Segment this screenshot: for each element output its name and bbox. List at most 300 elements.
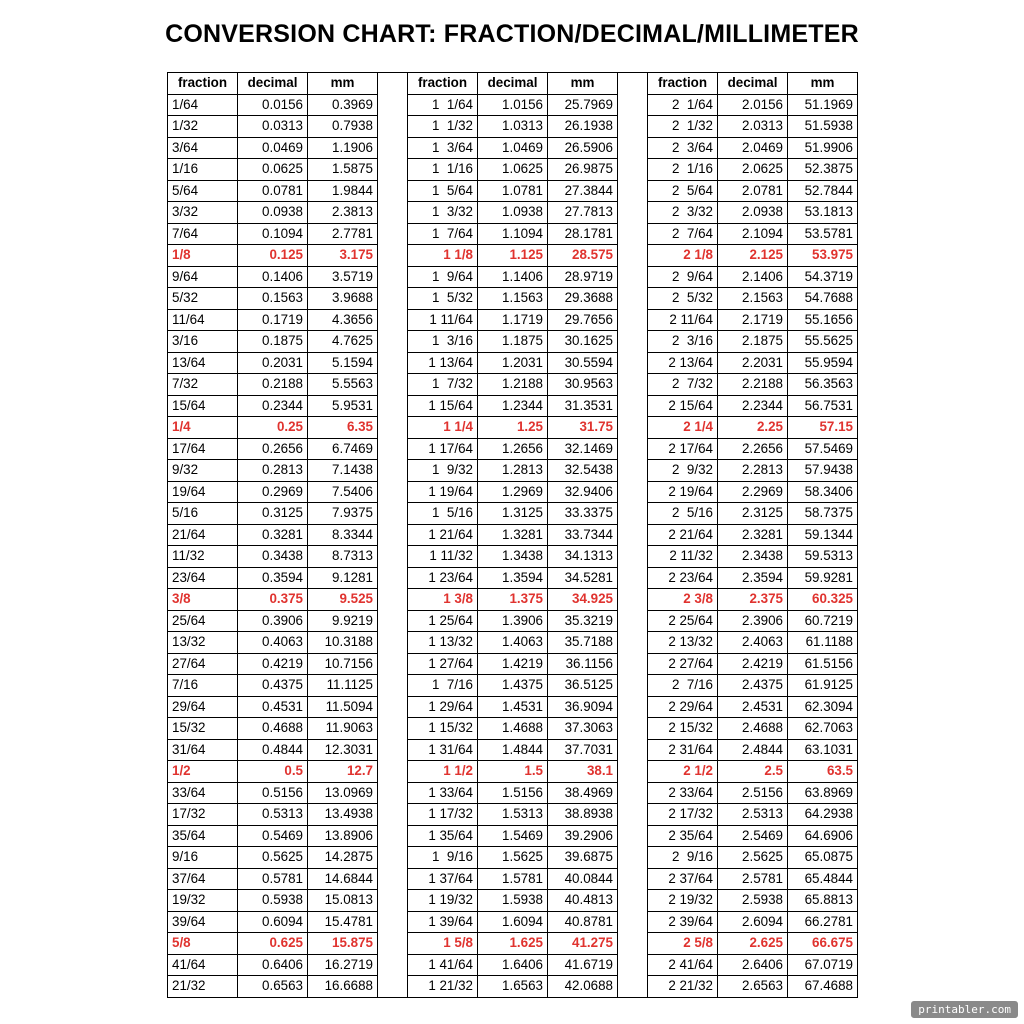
mm-cell: 51.5938 bbox=[788, 116, 858, 138]
table-row bbox=[168, 890, 858, 912]
column-gap bbox=[618, 718, 648, 740]
fraction-cell: 1 1/32 bbox=[408, 116, 478, 138]
fraction-cell: 1 33/64 bbox=[408, 782, 478, 804]
conversion-table bbox=[167, 72, 858, 998]
table-row bbox=[168, 653, 858, 675]
column-gap bbox=[378, 653, 408, 675]
fraction-cell: 2 15/64 bbox=[648, 395, 718, 417]
decimal-cell: 2.5313 bbox=[718, 804, 788, 826]
decimal-cell: 0.4375 bbox=[238, 675, 308, 697]
mm-cell: 35.7188 bbox=[548, 632, 618, 654]
fraction-cell: 41/64 bbox=[168, 954, 238, 976]
table-row bbox=[168, 976, 858, 998]
decimal-cell: 2.0469 bbox=[718, 137, 788, 159]
column-gap bbox=[618, 911, 648, 933]
decimal-cell: 2.5781 bbox=[718, 868, 788, 890]
fraction-cell: 2 41/64 bbox=[648, 954, 718, 976]
column-gap bbox=[618, 73, 648, 95]
mm-cell: 10.3188 bbox=[308, 632, 378, 654]
column-gap bbox=[618, 288, 648, 310]
table-row bbox=[168, 589, 858, 611]
fraction-cell: 2 3/32 bbox=[648, 202, 718, 224]
decimal-cell: 2.0156 bbox=[718, 94, 788, 116]
fraction-cell: 2 5/16 bbox=[648, 503, 718, 525]
column-gap bbox=[378, 976, 408, 998]
column-gap bbox=[378, 524, 408, 546]
column-gap bbox=[618, 180, 648, 202]
decimal-cell: 0.1719 bbox=[238, 309, 308, 331]
fraction-cell: 1 19/32 bbox=[408, 890, 478, 912]
decimal-cell: 2.5156 bbox=[718, 782, 788, 804]
mm-cell: 53.1813 bbox=[788, 202, 858, 224]
decimal-cell: 1.4688 bbox=[478, 718, 548, 740]
mm-cell: 56.3563 bbox=[788, 374, 858, 396]
mm-cell: 67.0719 bbox=[788, 954, 858, 976]
mm-cell: 40.0844 bbox=[548, 868, 618, 890]
mm-cell: 2.3813 bbox=[308, 202, 378, 224]
fraction-cell: 19/64 bbox=[168, 481, 238, 503]
mm-cell: 64.6906 bbox=[788, 825, 858, 847]
fraction-cell: 2 3/64 bbox=[648, 137, 718, 159]
fraction-cell: 2 11/32 bbox=[648, 546, 718, 568]
decimal-cell: 1.5625 bbox=[478, 847, 548, 869]
decimal-cell: 2.0781 bbox=[718, 180, 788, 202]
mm-cell: 55.1656 bbox=[788, 309, 858, 331]
fraction-cell: 1 11/32 bbox=[408, 546, 478, 568]
mm-cell: 42.0688 bbox=[548, 976, 618, 998]
mm-cell: 57.5469 bbox=[788, 438, 858, 460]
fraction-cell: 2 21/64 bbox=[648, 524, 718, 546]
fraction-cell: 1 21/32 bbox=[408, 976, 478, 998]
mm-cell: 29.7656 bbox=[548, 309, 618, 331]
column-gap bbox=[378, 696, 408, 718]
fraction-cell: 1 3/8 bbox=[408, 589, 478, 611]
mm-cell: 64.2938 bbox=[788, 804, 858, 826]
table-row bbox=[168, 352, 858, 374]
decimal-cell: 1.5 bbox=[478, 761, 548, 783]
mm-cell: 59.9281 bbox=[788, 567, 858, 589]
mm-cell: 27.3844 bbox=[548, 180, 618, 202]
mm-cell: 28.575 bbox=[548, 245, 618, 267]
table-row bbox=[168, 288, 858, 310]
fraction-cell: 7/64 bbox=[168, 223, 238, 245]
column-gap bbox=[618, 352, 648, 374]
decimal-cell: 0.4844 bbox=[238, 739, 308, 761]
column-gap bbox=[378, 804, 408, 826]
decimal-cell: 1.1406 bbox=[478, 266, 548, 288]
decimal-cell: 1.625 bbox=[478, 933, 548, 955]
fraction-cell: 2 7/64 bbox=[648, 223, 718, 245]
decimal-cell: 2.5625 bbox=[718, 847, 788, 869]
table-row bbox=[168, 94, 858, 116]
fraction-cell: 2 17/64 bbox=[648, 438, 718, 460]
decimal-cell: 2.4375 bbox=[718, 675, 788, 697]
decimal-cell: 1.0156 bbox=[478, 94, 548, 116]
mm-cell: 62.3094 bbox=[788, 696, 858, 718]
mm-cell: 34.5281 bbox=[548, 567, 618, 589]
fraction-cell: 2 13/64 bbox=[648, 352, 718, 374]
decimal-cell: 2.2188 bbox=[718, 374, 788, 396]
table-row bbox=[168, 503, 858, 525]
decimal-cell: 0.3281 bbox=[238, 524, 308, 546]
fraction-cell: 1 29/64 bbox=[408, 696, 478, 718]
mm-cell: 59.5313 bbox=[788, 546, 858, 568]
decimal-cell: 2.0938 bbox=[718, 202, 788, 224]
fraction-cell: 2 15/32 bbox=[648, 718, 718, 740]
mm-cell: 7.5406 bbox=[308, 481, 378, 503]
mm-cell: 34.925 bbox=[548, 589, 618, 611]
decimal-cell: 0.375 bbox=[238, 589, 308, 611]
decimal-cell: 0.4688 bbox=[238, 718, 308, 740]
decimal-cell: 0.2344 bbox=[238, 395, 308, 417]
fraction-cell: 2 33/64 bbox=[648, 782, 718, 804]
column-gap bbox=[618, 589, 648, 611]
column-gap bbox=[618, 653, 648, 675]
decimal-cell: 1.2656 bbox=[478, 438, 548, 460]
table-row bbox=[168, 868, 858, 890]
decimal-cell: 1.5781 bbox=[478, 868, 548, 890]
fraction-cell: 9/16 bbox=[168, 847, 238, 869]
decimal-cell: 2.0625 bbox=[718, 159, 788, 181]
decimal-cell: 2.6094 bbox=[718, 911, 788, 933]
mm-cell: 27.7813 bbox=[548, 202, 618, 224]
mm-cell: 4.7625 bbox=[308, 331, 378, 353]
table-row bbox=[168, 481, 858, 503]
column-gap bbox=[618, 675, 648, 697]
column-gap bbox=[618, 825, 648, 847]
fraction-cell: 2 17/32 bbox=[648, 804, 718, 826]
column-gap bbox=[378, 73, 408, 95]
mm-cell: 1.1906 bbox=[308, 137, 378, 159]
mm-cell: 13.8906 bbox=[308, 825, 378, 847]
decimal-cell: 0.4063 bbox=[238, 632, 308, 654]
column-gap bbox=[378, 567, 408, 589]
mm-cell: 28.9719 bbox=[548, 266, 618, 288]
column-gap bbox=[378, 331, 408, 353]
table-row bbox=[168, 417, 858, 439]
column-gap bbox=[618, 503, 648, 525]
mm-cell: 51.1969 bbox=[788, 94, 858, 116]
decimal-cell: 1.6406 bbox=[478, 954, 548, 976]
decimal-cell: 0.125 bbox=[238, 245, 308, 267]
mm-cell: 41.6719 bbox=[548, 954, 618, 976]
fraction-cell: 3/16 bbox=[168, 331, 238, 353]
decimal-cell: 0.5625 bbox=[238, 847, 308, 869]
mm-cell: 67.4688 bbox=[788, 976, 858, 998]
fraction-cell: 1/4 bbox=[168, 417, 238, 439]
fraction-cell: 1/8 bbox=[168, 245, 238, 267]
fraction-cell: 1 17/64 bbox=[408, 438, 478, 460]
mm-cell: 25.7969 bbox=[548, 94, 618, 116]
fraction-cell: 1/16 bbox=[168, 159, 238, 181]
column-header-decimal: decimal bbox=[238, 73, 308, 95]
column-gap bbox=[378, 954, 408, 976]
mm-cell: 34.1313 bbox=[548, 546, 618, 568]
fraction-cell: 2 21/32 bbox=[648, 976, 718, 998]
table-row bbox=[168, 761, 858, 783]
decimal-cell: 2.5 bbox=[718, 761, 788, 783]
table-row bbox=[168, 460, 858, 482]
mm-cell: 55.5625 bbox=[788, 331, 858, 353]
fraction-cell: 1 7/16 bbox=[408, 675, 478, 697]
fraction-cell: 1 15/32 bbox=[408, 718, 478, 740]
fraction-cell: 39/64 bbox=[168, 911, 238, 933]
decimal-cell: 2.1875 bbox=[718, 331, 788, 353]
mm-cell: 38.4969 bbox=[548, 782, 618, 804]
decimal-cell: 0.1563 bbox=[238, 288, 308, 310]
decimal-cell: 2.1406 bbox=[718, 266, 788, 288]
fraction-cell: 11/32 bbox=[168, 546, 238, 568]
decimal-cell: 1.0625 bbox=[478, 159, 548, 181]
decimal-cell: 0.3125 bbox=[238, 503, 308, 525]
mm-cell: 16.6688 bbox=[308, 976, 378, 998]
column-gap bbox=[378, 395, 408, 417]
decimal-cell: 0.0313 bbox=[238, 116, 308, 138]
column-gap bbox=[618, 223, 648, 245]
column-gap bbox=[378, 761, 408, 783]
fraction-cell: 2 11/64 bbox=[648, 309, 718, 331]
decimal-cell: 0.6563 bbox=[238, 976, 308, 998]
mm-cell: 9.1281 bbox=[308, 567, 378, 589]
fraction-cell: 1 1/64 bbox=[408, 94, 478, 116]
column-gap bbox=[378, 460, 408, 482]
fraction-cell: 2 27/64 bbox=[648, 653, 718, 675]
table-row bbox=[168, 180, 858, 202]
mm-cell: 9.525 bbox=[308, 589, 378, 611]
decimal-cell: 2.2656 bbox=[718, 438, 788, 460]
mm-cell: 61.5156 bbox=[788, 653, 858, 675]
mm-cell: 32.1469 bbox=[548, 438, 618, 460]
fraction-cell: 2 1/16 bbox=[648, 159, 718, 181]
fraction-cell: 37/64 bbox=[168, 868, 238, 890]
table-row bbox=[168, 782, 858, 804]
fraction-cell: 1 5/32 bbox=[408, 288, 478, 310]
fraction-cell: 2 29/64 bbox=[648, 696, 718, 718]
mm-cell: 9.9219 bbox=[308, 610, 378, 632]
fraction-cell: 9/64 bbox=[168, 266, 238, 288]
mm-cell: 12.7 bbox=[308, 761, 378, 783]
fraction-cell: 2 37/64 bbox=[648, 868, 718, 890]
decimal-cell: 2.25 bbox=[718, 417, 788, 439]
decimal-cell: 2.5469 bbox=[718, 825, 788, 847]
column-gap bbox=[378, 137, 408, 159]
mm-cell: 36.5125 bbox=[548, 675, 618, 697]
fraction-cell: 1 9/64 bbox=[408, 266, 478, 288]
fraction-cell: 23/64 bbox=[168, 567, 238, 589]
mm-cell: 15.4781 bbox=[308, 911, 378, 933]
column-gap bbox=[378, 352, 408, 374]
table-row bbox=[168, 546, 858, 568]
decimal-cell: 0.5781 bbox=[238, 868, 308, 890]
mm-cell: 15.0813 bbox=[308, 890, 378, 912]
fraction-cell: 2 5/8 bbox=[648, 933, 718, 955]
mm-cell: 15.875 bbox=[308, 933, 378, 955]
mm-cell: 61.9125 bbox=[788, 675, 858, 697]
mm-cell: 51.9906 bbox=[788, 137, 858, 159]
table-row bbox=[168, 309, 858, 331]
mm-cell: 60.325 bbox=[788, 589, 858, 611]
decimal-cell: 2.125 bbox=[718, 245, 788, 267]
mm-cell: 2.7781 bbox=[308, 223, 378, 245]
column-gap bbox=[378, 245, 408, 267]
mm-cell: 54.3719 bbox=[788, 266, 858, 288]
decimal-cell: 0.3438 bbox=[238, 546, 308, 568]
fraction-cell: 1 23/64 bbox=[408, 567, 478, 589]
fraction-cell: 19/32 bbox=[168, 890, 238, 912]
decimal-cell: 1.0781 bbox=[478, 180, 548, 202]
table-row bbox=[168, 395, 858, 417]
mm-cell: 36.1156 bbox=[548, 653, 618, 675]
decimal-cell: 1.5469 bbox=[478, 825, 548, 847]
decimal-cell: 1.3594 bbox=[478, 567, 548, 589]
fraction-cell: 1 9/16 bbox=[408, 847, 478, 869]
decimal-cell: 1.3906 bbox=[478, 610, 548, 632]
column-gap bbox=[618, 245, 648, 267]
table-row bbox=[168, 266, 858, 288]
decimal-cell: 1.0469 bbox=[478, 137, 548, 159]
mm-cell: 31.3531 bbox=[548, 395, 618, 417]
fraction-cell: 2 3/8 bbox=[648, 589, 718, 611]
mm-cell: 8.3344 bbox=[308, 524, 378, 546]
table-row bbox=[168, 438, 858, 460]
fraction-cell: 31/64 bbox=[168, 739, 238, 761]
decimal-cell: 1.4219 bbox=[478, 653, 548, 675]
table-row bbox=[168, 696, 858, 718]
fraction-cell: 2 23/64 bbox=[648, 567, 718, 589]
column-gap bbox=[618, 460, 648, 482]
mm-cell: 0.7938 bbox=[308, 116, 378, 138]
mm-cell: 62.7063 bbox=[788, 718, 858, 740]
table-header-row bbox=[168, 73, 858, 95]
fraction-cell: 2 9/64 bbox=[648, 266, 718, 288]
fraction-cell: 11/64 bbox=[168, 309, 238, 331]
table-row bbox=[168, 524, 858, 546]
column-gap bbox=[378, 933, 408, 955]
decimal-cell: 2.2344 bbox=[718, 395, 788, 417]
decimal-cell: 2.2969 bbox=[718, 481, 788, 503]
fraction-cell: 27/64 bbox=[168, 653, 238, 675]
fraction-cell: 2 1/8 bbox=[648, 245, 718, 267]
fraction-cell: 9/32 bbox=[168, 460, 238, 482]
column-gap bbox=[618, 954, 648, 976]
mm-cell: 3.9688 bbox=[308, 288, 378, 310]
mm-cell: 65.4844 bbox=[788, 868, 858, 890]
fraction-cell: 15/32 bbox=[168, 718, 238, 740]
column-gap bbox=[618, 159, 648, 181]
mm-cell: 41.275 bbox=[548, 933, 618, 955]
table-row bbox=[168, 331, 858, 353]
fraction-cell: 1 41/64 bbox=[408, 954, 478, 976]
fraction-cell: 17/64 bbox=[168, 438, 238, 460]
decimal-cell: 2.4688 bbox=[718, 718, 788, 740]
mm-cell: 30.1625 bbox=[548, 331, 618, 353]
mm-cell: 63.1031 bbox=[788, 739, 858, 761]
fraction-cell: 15/64 bbox=[168, 395, 238, 417]
decimal-cell: 0.5938 bbox=[238, 890, 308, 912]
decimal-cell: 1.5313 bbox=[478, 804, 548, 826]
mm-cell: 65.0875 bbox=[788, 847, 858, 869]
decimal-cell: 0.6406 bbox=[238, 954, 308, 976]
column-gap bbox=[378, 159, 408, 181]
mm-cell: 7.1438 bbox=[308, 460, 378, 482]
decimal-cell: 0.5469 bbox=[238, 825, 308, 847]
column-gap bbox=[618, 395, 648, 417]
decimal-cell: 1.4063 bbox=[478, 632, 548, 654]
mm-cell: 11.9063 bbox=[308, 718, 378, 740]
table-row bbox=[168, 675, 858, 697]
decimal-cell: 1.25 bbox=[478, 417, 548, 439]
column-gap bbox=[378, 223, 408, 245]
mm-cell: 52.3875 bbox=[788, 159, 858, 181]
mm-cell: 53.5781 bbox=[788, 223, 858, 245]
column-gap bbox=[618, 761, 648, 783]
decimal-cell: 1.2969 bbox=[478, 481, 548, 503]
fraction-cell: 1 27/64 bbox=[408, 653, 478, 675]
decimal-cell: 1.3281 bbox=[478, 524, 548, 546]
mm-cell: 5.9531 bbox=[308, 395, 378, 417]
table-row bbox=[168, 159, 858, 181]
column-gap bbox=[618, 610, 648, 632]
decimal-cell: 2.1563 bbox=[718, 288, 788, 310]
decimal-cell: 1.6563 bbox=[478, 976, 548, 998]
mm-cell: 29.3688 bbox=[548, 288, 618, 310]
decimal-cell: 0.25 bbox=[238, 417, 308, 439]
fraction-cell: 21/64 bbox=[168, 524, 238, 546]
decimal-cell: 1.2188 bbox=[478, 374, 548, 396]
column-gap bbox=[378, 374, 408, 396]
decimal-cell: 1.1719 bbox=[478, 309, 548, 331]
decimal-cell: 0.0938 bbox=[238, 202, 308, 224]
fraction-cell: 2 1/32 bbox=[648, 116, 718, 138]
decimal-cell: 1.125 bbox=[478, 245, 548, 267]
mm-cell: 52.7844 bbox=[788, 180, 858, 202]
decimal-cell: 1.4375 bbox=[478, 675, 548, 697]
page-title: CONVERSION CHART: FRACTION/DECIMAL/MILLIMETER bbox=[165, 20, 859, 48]
column-gap bbox=[378, 610, 408, 632]
column-gap bbox=[378, 739, 408, 761]
column-gap bbox=[378, 438, 408, 460]
decimal-cell: 1.3438 bbox=[478, 546, 548, 568]
fraction-cell: 7/16 bbox=[168, 675, 238, 697]
mm-cell: 6.7469 bbox=[308, 438, 378, 460]
column-gap bbox=[618, 524, 648, 546]
decimal-cell: 2.4844 bbox=[718, 739, 788, 761]
fraction-cell: 2 19/64 bbox=[648, 481, 718, 503]
decimal-cell: 1.6094 bbox=[478, 911, 548, 933]
decimal-cell: 2.3125 bbox=[718, 503, 788, 525]
column-gap bbox=[378, 94, 408, 116]
fraction-cell: 1 7/64 bbox=[408, 223, 478, 245]
fraction-cell: 1 17/32 bbox=[408, 804, 478, 826]
fraction-cell: 1 37/64 bbox=[408, 868, 478, 890]
mm-cell: 57.9438 bbox=[788, 460, 858, 482]
column-gap bbox=[378, 417, 408, 439]
decimal-cell: 0.4219 bbox=[238, 653, 308, 675]
column-header-decimal: decimal bbox=[478, 73, 548, 95]
table-row bbox=[168, 804, 858, 826]
table-row bbox=[168, 911, 858, 933]
fraction-cell: 5/32 bbox=[168, 288, 238, 310]
fraction-cell: 1 35/64 bbox=[408, 825, 478, 847]
table-row bbox=[168, 954, 858, 976]
table-row bbox=[168, 847, 858, 869]
mm-cell: 5.5563 bbox=[308, 374, 378, 396]
mm-cell: 1.5875 bbox=[308, 159, 378, 181]
column-header-fraction: fraction bbox=[648, 73, 718, 95]
mm-cell: 60.7219 bbox=[788, 610, 858, 632]
decimal-cell: 0.2813 bbox=[238, 460, 308, 482]
fraction-cell: 1 3/64 bbox=[408, 137, 478, 159]
